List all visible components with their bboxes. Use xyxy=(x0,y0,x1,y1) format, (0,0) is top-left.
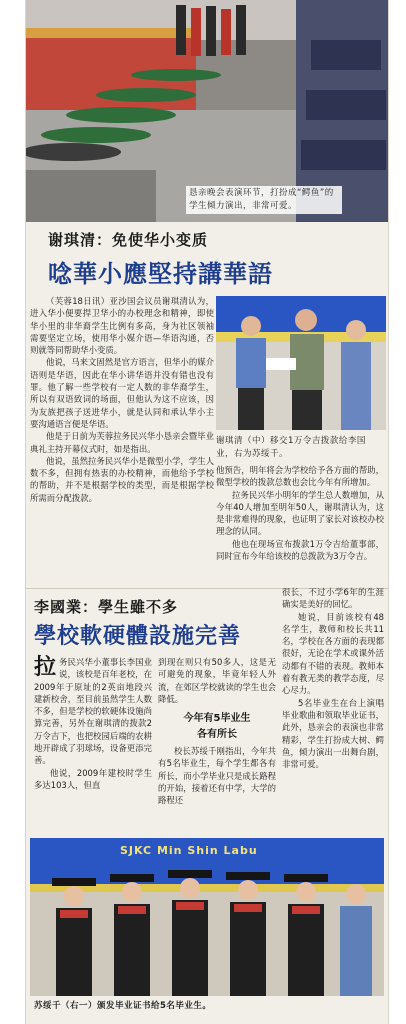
newspaper-page xyxy=(26,0,388,1024)
cheque-photo-caption: 谢琪清（中）移交1万令吉拨款给李国业，右为苏绥千。 xyxy=(216,436,366,459)
article2-first-paragraph xyxy=(34,656,152,767)
article2-paragraph-text: 务民兴华小董事长李国业说，该校是百年老校，在2009年于原址的2英亩地段兴建新校舍，至目前虽然学生人数不多，但是学校的软硬体设施尚算完善，另外在谢琪清的拨款2万令吉下，也把校园后端的农耕地开辟成了羽球场，设备更添完善。 xyxy=(34,657,152,766)
article2-kicker: 李國業：學生雖不多 xyxy=(34,598,179,616)
article1-headline: 唸華小應堅持講華語 xyxy=(48,260,273,288)
article1-col1 xyxy=(30,295,214,504)
article2-paragraph: 很长，不过小学6年的生涯确实是美好的回忆。 xyxy=(282,587,384,610)
article1-paragraph: 他预告，明年将会为学校给予各方面的帮助，微型学校的拨款总数也会比今年有所增加。 xyxy=(216,465,384,488)
article2-paragraph: 校长苏绥千刚指出，今年共有5名毕业生，每个学生都各有所长，而小学毕业只是成长路程的开始，接着还有中学，大学的路程还 xyxy=(158,746,276,806)
article1-paragraph: （芙蓉18日讯）亚沙国会议员谢琪清认为，进入华小便要捍卫华小的办校理念和精神，即使华小里的非华裔学生比例有多高，身为社区领袖需要坚定立场，使用华小媒介语—华语沟通，否则就等同帮助华小变质。 xyxy=(30,296,214,356)
article1-paragraph: 他是于日前为芙蓉拉务民兴华小恳亲会暨毕业典礼主持开幕仪式时，如是指出。 xyxy=(30,431,214,454)
article2-col3 xyxy=(282,586,384,770)
article2-paragraph: 到现在则只有50多人，这是无可避免的现象，毕竟年轻人外流，在郊区学校就读的学生也会降低。 xyxy=(158,657,276,704)
article2-paragraph: 5名毕业生在台上演唱毕业歌曲和领取毕业证书，此外，恳亲会的表演也非常精彩，学生打扮成大树、鳄鱼，倾力演出一出舞台剧，非常可爱。 xyxy=(282,697,384,770)
article2-paragraph: 她说，目前该校有48名学生，教师和校长共11名，学校在各方面的表现都很好，无论在学术或课外活动都有不错的表现。教师本着有教无类的教学态度，尽心尽力。 xyxy=(282,611,384,696)
subheading-line: 今年有5毕业生 xyxy=(183,713,251,725)
article1-paragraph: 他说，虽然拉务民兴华小是微型小学，学生人数不多，但拥有热衷的办校精神，而他给予学校的帮助，并不是根据学校的类型，而是根据学校所需而分配拨款。 xyxy=(30,455,214,503)
article1-paragraph: 拉务民兴华小明年的学生总人数增加，从今年40人增加至明年50人，谢琪清认为，这是非常难得的现象，也证明了家长对该校办校理念的认同。 xyxy=(216,489,384,537)
performance-photo-caption: 恳亲晚会表演环节，打扮成“鳄鱼”的学生倾力演出，非常可爱。 xyxy=(186,186,342,214)
graduates-photo xyxy=(30,838,384,996)
article2-paragraph: 他说，2009年建校时学生多达103人，但直 xyxy=(34,767,152,790)
drop-cap: 拉 xyxy=(34,655,57,680)
cheque-presentation-photo xyxy=(216,296,386,430)
article1-col2 xyxy=(216,464,384,562)
article1-paragraph: 他说，马来文固然是官方语言，但华小的媒介语则是华语，因此在华小讲华语并没有错也没有罪。他了解一些学校有一定人数的非华裔学生，所以有双语致词的场面，但他认为这不应该，因为友族把孩子送进华小，就是认同和承认华小主要沟通语言便是华语。 xyxy=(30,357,214,429)
photo3-banner-text: SJKC Min Shin Labu xyxy=(120,844,258,857)
article2-col2 xyxy=(158,656,276,807)
article2-headline: 學校軟硬體設施完善 xyxy=(34,624,242,649)
subheading-line: 各有所长 xyxy=(197,729,237,741)
article1-paragraph: 他也在现场宣布拨款1万令吉给董事部，同时宣布今年给该校的总拨款为3万令吉。 xyxy=(216,538,384,562)
graduates-photo-caption: 苏绥千（右一）颁发毕业证书给5名毕业生。 xyxy=(34,1001,212,1011)
article2-subheading xyxy=(158,711,276,743)
article1-kicker: 谢琪清：免使华小变质 xyxy=(48,231,209,249)
article2-col1 xyxy=(34,656,152,791)
